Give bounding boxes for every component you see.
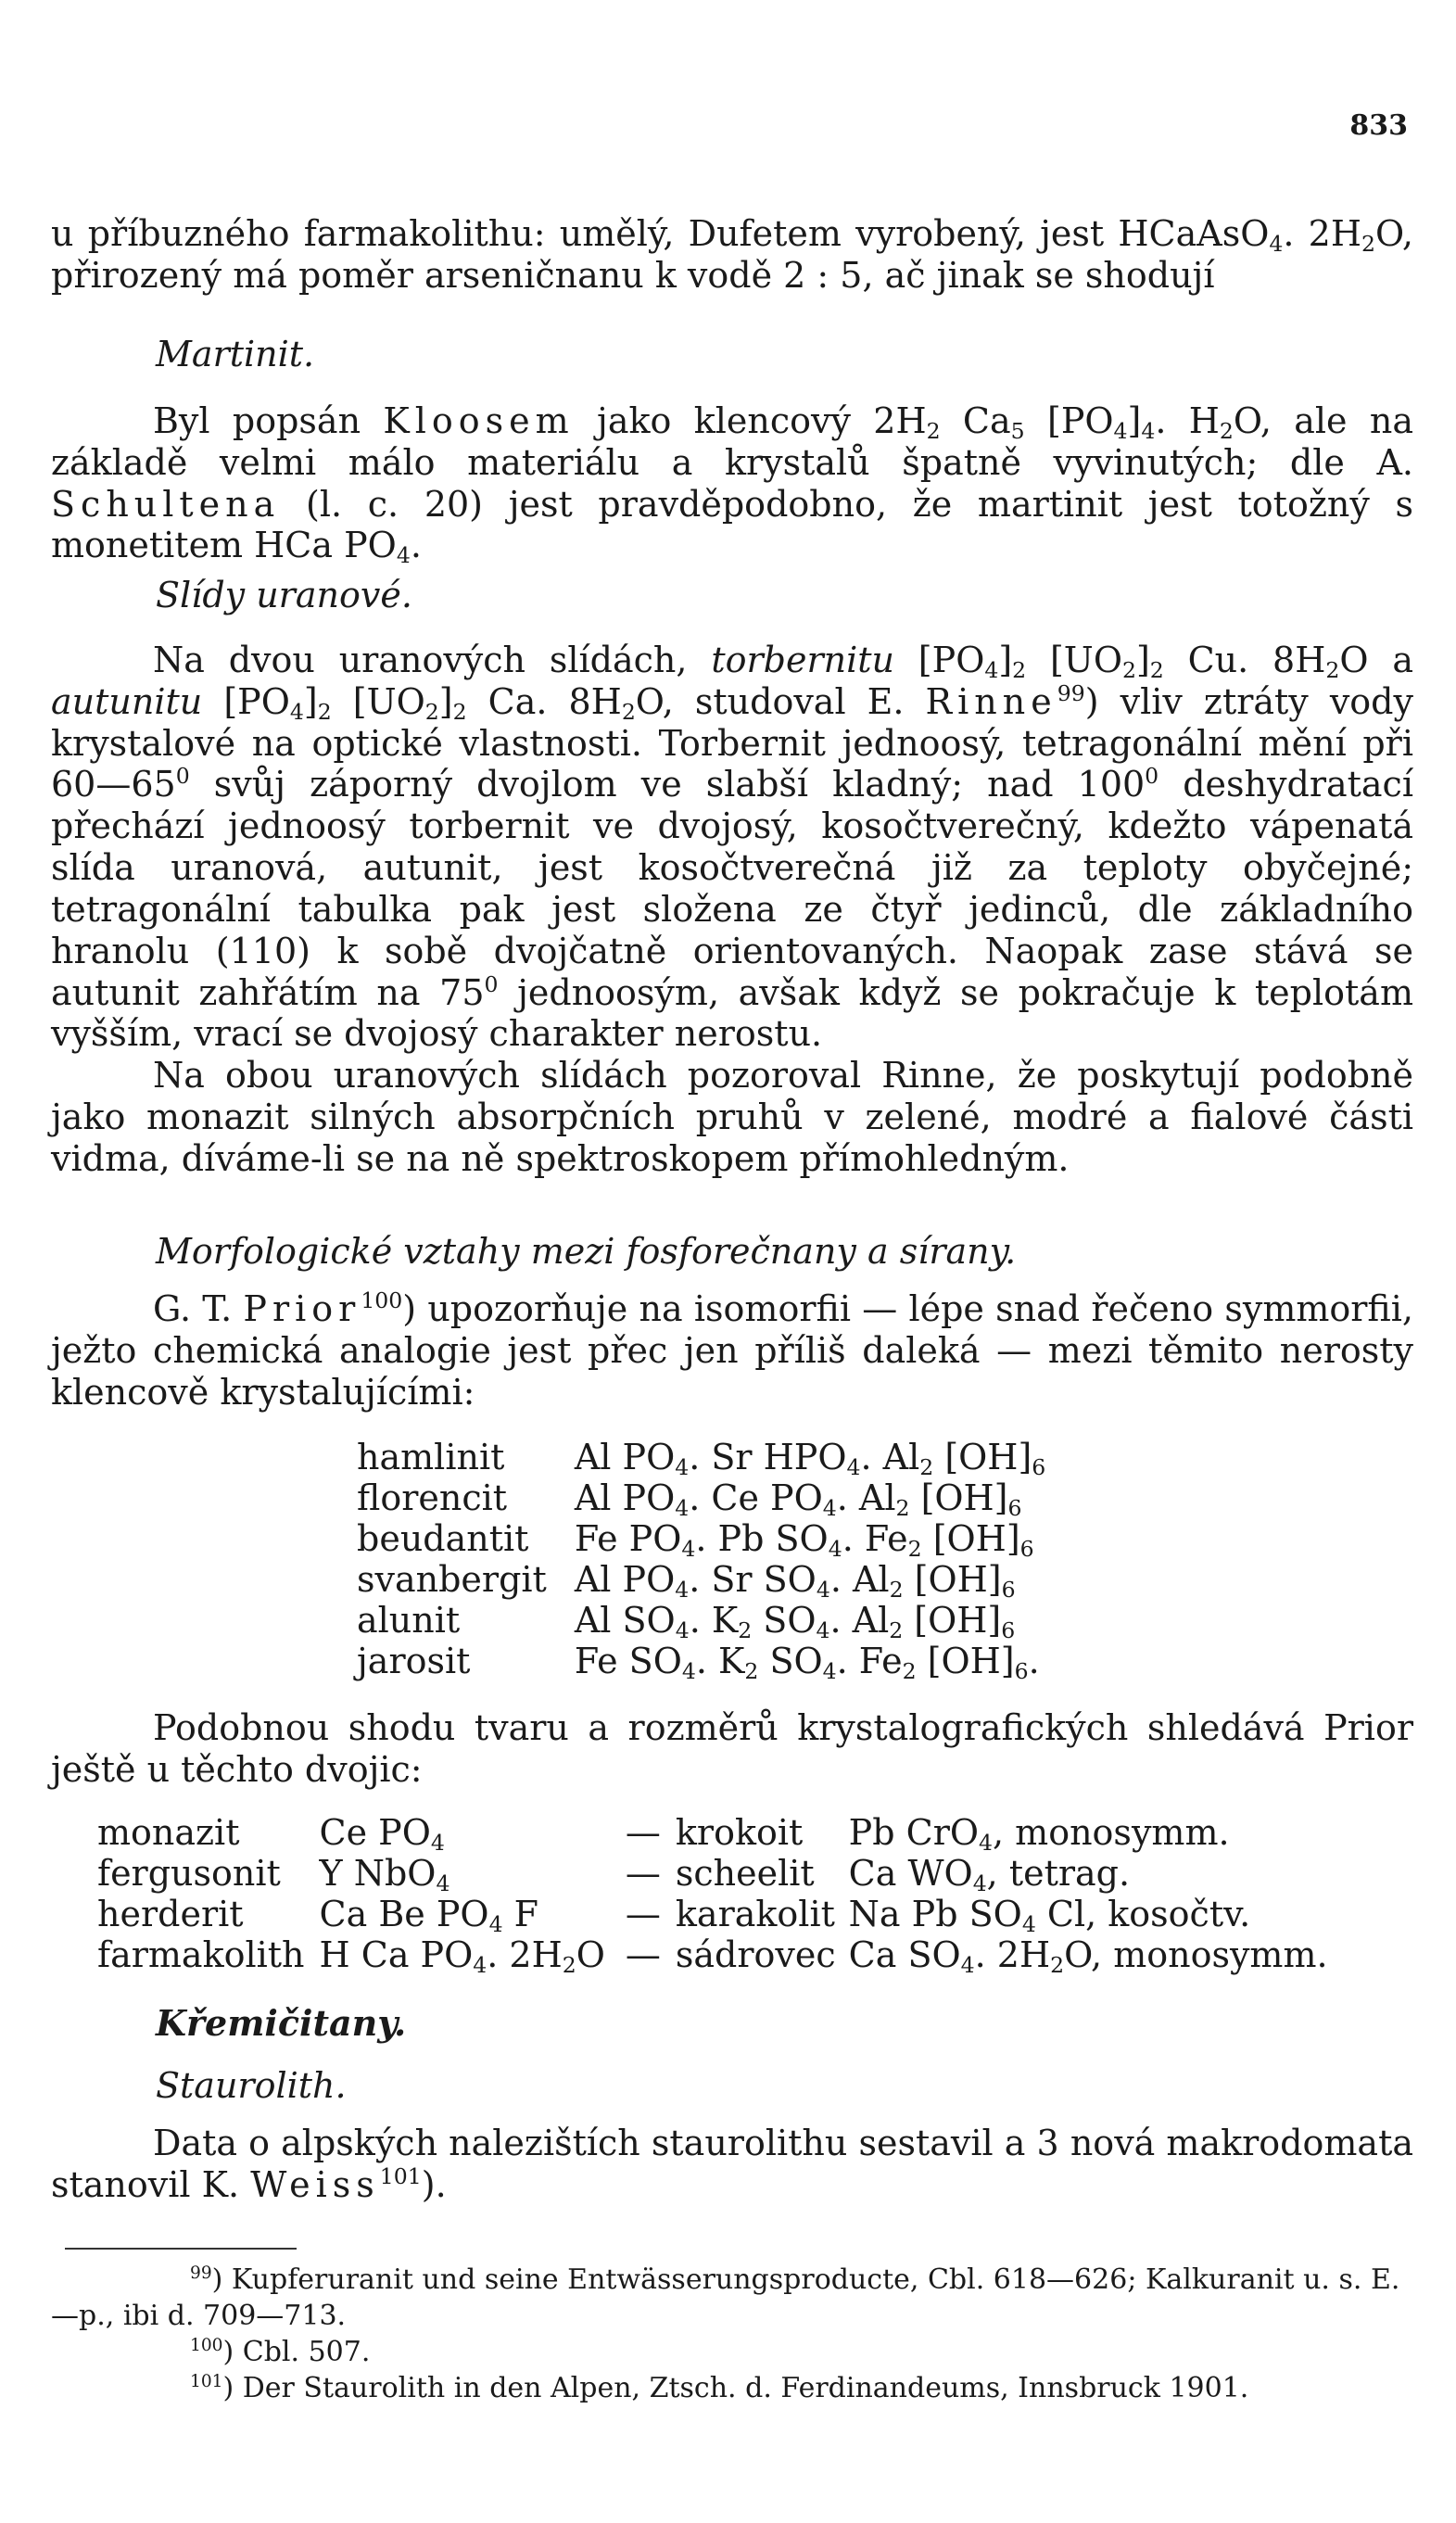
table-row <box>97 1853 1336 1894</box>
formula: H Ca $PO_4$. $2H_2O$ <box>319 1934 605 1978</box>
formula: Al $PO_4$. Ce $PO_4$. $Al_2$ $[OH]_6$ <box>574 1477 1022 1521</box>
table-row <box>357 1641 1053 1681</box>
dash: — <box>625 1853 661 1894</box>
mineral-name: alunit <box>357 1600 461 1641</box>
dash: — <box>625 1934 661 1975</box>
formula: Na Pb $SO_4$ Cl, kosočtv. <box>848 1894 1251 1937</box>
formula: Ca $SO_4$. $2H_2O$, monosymm. <box>848 1934 1328 1978</box>
footnotes <box>51 2262 1413 2406</box>
formula: Ca $WO_4$, tetrag. <box>848 1853 1131 1896</box>
slidy-paragraph-1: Na dvou uranových slídách, torbernitu $[PO_4]_2$ $[UO_2]_2$ Cu. $8H_2O$ a autunitu $[PO_4]_2$ $[UO_2]_2$ Ca. $8H_2O$, studoval E. Rinne$^{99}$) vliv ztráty vody krystalové na optické vlastnosti. Torbernit jednoosý, tetragonální mění při $60—65^0$ svůj záporný dvojlom ve slabší kladný; nad $100^0$ deshydratací přechází jednoosý torbernit ve dvojosý, kosočtverečný, kdežto vápenatá slída uranová, autunit, jest kosočtverečná již za teploty obyčejné; tetragonální tabulka pak jest složena ze čtyř jedinců, dle základního hranolu (110) k sobě dvojčatně orientovaných. Naopak zase stává se autunit zahřátím na $75^0$ jednoosým, avšak když se pokračuje k teplotám vyšším, vrací se dvojosý charakter nerostu. <box>51 640 1413 1055</box>
pairs-table <box>97 1812 1336 1978</box>
formula: Al $PO_4$. Sr $SO_4$. $Al_2$ $[OH]_6$ <box>574 1559 1016 1603</box>
formula: Al $SO_4$. $K_2$ $SO_4$. $Al_2$ $[OH]_6$ <box>574 1600 1016 1643</box>
mineral-name: jarosit <box>357 1641 471 1681</box>
table-row <box>357 1518 1053 1559</box>
mineral-name: svanbergit <box>357 1559 547 1600</box>
table-row <box>357 1600 1053 1641</box>
formula: Pb CrO$_4$, monosymm. <box>848 1812 1230 1856</box>
mineral-name: florencit <box>357 1477 508 1518</box>
slidy-heading: Slídy uranové. <box>156 575 412 615</box>
mineral-name: monazit <box>97 1812 240 1853</box>
table-row <box>357 1437 1053 1477</box>
morfo-heading: Morfologické vztahy mezi fosforečnany a sírany. <box>156 1231 1017 1272</box>
formula: Fe $PO_4$. Pb $SO_4$. $Fe_2$ $[OH]_6$ <box>574 1518 1034 1562</box>
footnote-101: $^{101}$) Der Staurolith in den Alpen, Ztsch. d. Ferdinandeums, Innsbruck 1901. <box>190 2371 1249 2404</box>
podobnou-paragraph: Podobnou shodu tvaru a rozměrů krystalografických shledává Prior ještě u těchto dvojic: <box>51 1707 1413 1790</box>
page-number: 833 <box>1349 109 1408 142</box>
morfo-paragraph: G. T. Prior$^{100}$) upozorňuje na isomorfii — lépe snad řečeno symmorfii, ježto chemická analogie jest přec jen příliš daleká — mezi těmito nerosty klencově krystalujícími: <box>51 1287 1414 1413</box>
table-row <box>97 1812 1336 1853</box>
footnote-99: $^{99}$) Kupferuranit und seine Entwässerungsproducte, Cbl. 618—626; Kalkuranit u. s. E.—p., ibi d. 709—713. <box>51 2263 1400 2332</box>
dash: — <box>625 1894 661 1934</box>
mineral-name: krokoit <box>675 1812 804 1853</box>
table-row <box>97 1934 1336 1975</box>
table-row <box>97 1894 1336 1934</box>
slidy-paragraph-2: Na obou uranových slídách pozoroval Rinne, že poskytují podobně jako monazit silných absorpčních pruhů v zelené, modré a fialové části vidma, díváme-li se na ně spektroskopem přímohledným. <box>51 1055 1413 1179</box>
footnote-rule <box>65 2248 297 2250</box>
mineral-name: karakolit <box>675 1894 835 1934</box>
mineral-name: scheelit <box>675 1853 815 1894</box>
table-row <box>357 1477 1053 1518</box>
mineral-name: fergusonit <box>97 1853 281 1894</box>
footnote-100: $^{100}$) Cbl. 507. <box>190 2335 371 2368</box>
mineral-name: herderit <box>97 1894 244 1934</box>
intro-paragraph: u příbuzného farmakolithu: umělý, Dufetem vyrobený, jest HCaAsO$_4$. $2H_2O$, přirozený má poměr arseničnanu k vodě 2 : 5, ač jinak se shodují <box>51 213 1413 296</box>
formula: Fe $SO_4$. $K_2$ $SO_4$. $Fe_2$ $[OH]_6$. <box>574 1641 1040 1684</box>
mineral-name: hamlinit <box>357 1437 505 1477</box>
martinit-paragraph: Byl popsán Kloosem jako klencový $2H_2$ $Ca_5$ $[PO_4]_4$. $H_2O$, ale na základě velmi málo materiálu a krystalů špatně vyvinutých; dle A. Schultena (l. c. 20) jest pravděpodobno, že martinit jest totožný s monetitem HCa $PO_4$. <box>51 400 1413 569</box>
staurolith-heading: Staurolith. <box>156 2065 347 2106</box>
isomorph-table <box>357 1437 1053 1684</box>
table-row <box>357 1559 1053 1600</box>
formula: Y NbO$_4$ <box>319 1853 450 1896</box>
formula: Ca Be $PO_4$ F <box>319 1894 538 1937</box>
mineral-name: farmakolith <box>97 1934 305 1975</box>
formula: Al $PO_4$. Sr $HPO_4$. $Al_2$ $[OH]_6$ <box>574 1437 1046 1480</box>
mineral-name: sádrovec <box>675 1934 836 1975</box>
dash: — <box>625 1812 661 1853</box>
kremicitany-heading: Křemičitany. <box>156 2002 407 2044</box>
mineral-name: beudantit <box>357 1518 529 1559</box>
martinit-heading: Martinit. <box>156 334 315 374</box>
staurolith-paragraph: Data o alpských nalezištích staurolithu sestavil a 3 nová makrodomata stanovil K. Weiss$^{101}$). <box>51 2123 1413 2205</box>
formula: Ce $PO_4$ <box>319 1812 445 1856</box>
